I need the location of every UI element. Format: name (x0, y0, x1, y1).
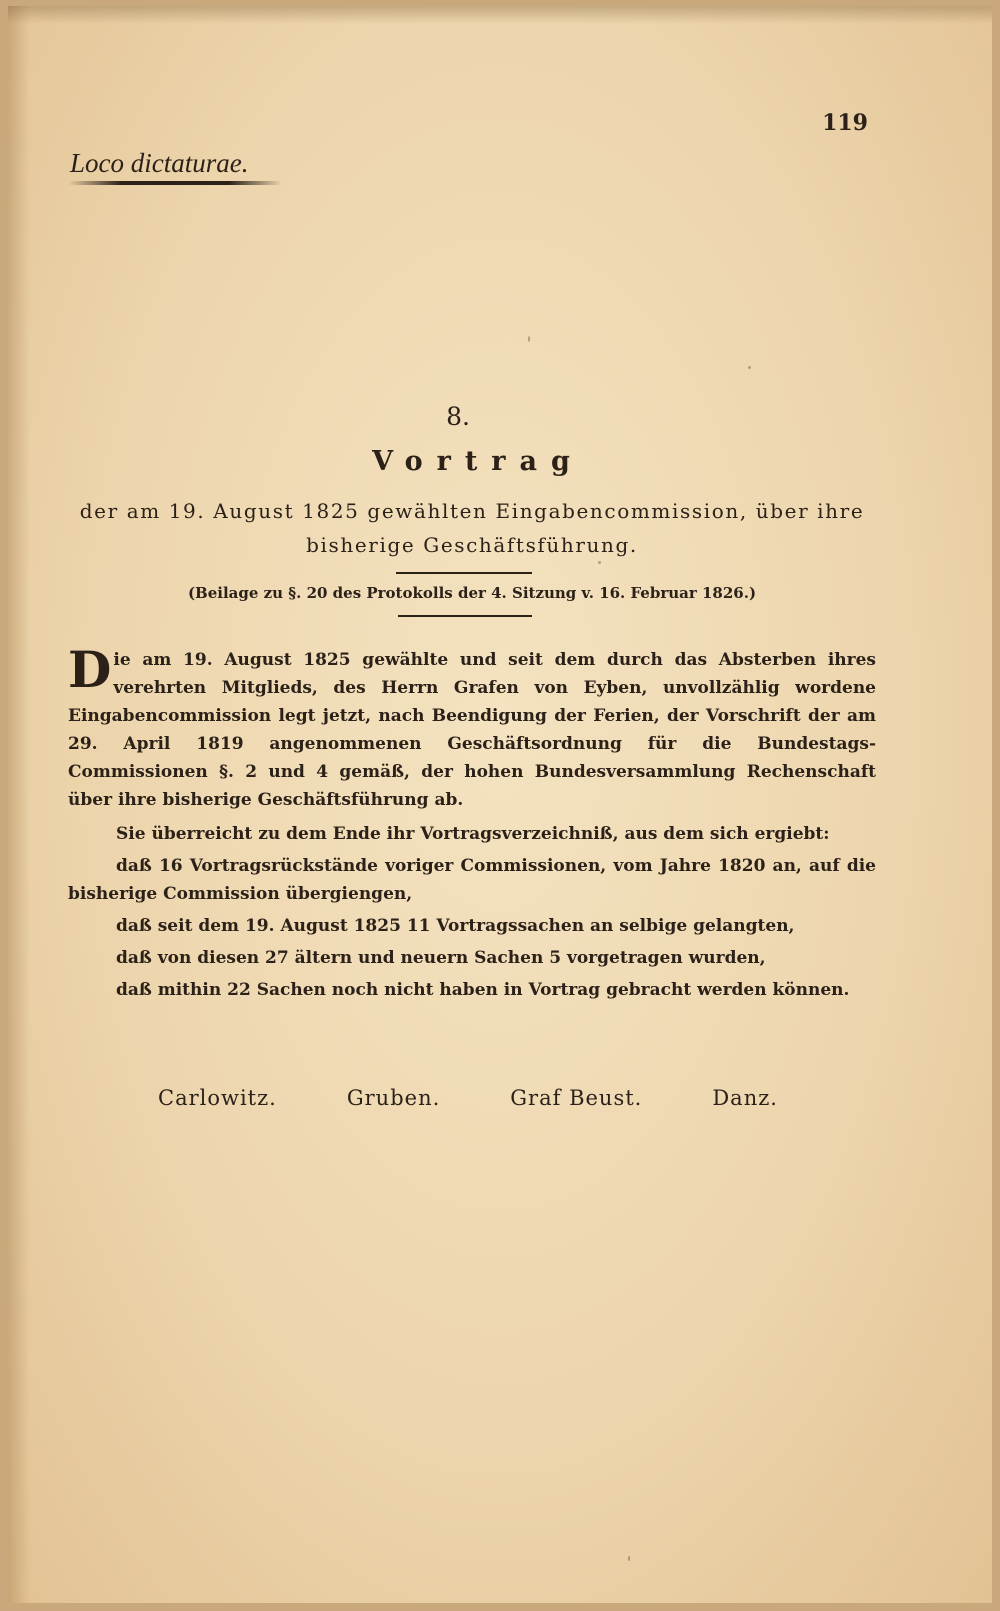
divider-rule (396, 572, 532, 574)
signature-carlowitz: Carlowitz. (158, 1086, 277, 1110)
signature-beust: Graf Beust. (510, 1086, 643, 1110)
list-item: daß von diesen 27 ältern und neuern Sachen 5 vorgetragen wurden, (116, 948, 766, 968)
paragraph-1: ie am 19. August 1825 gewählte und seit dem durch das Absterben ihres verehrten Mitglieds, des Herrn Grafen von Eyben, unvollzählig wordene Eingabencommission legt jetzt, nach Beendigung der Ferien, der Vorschrift der am 29. April 1819 angenommenen Geschäftsordnung für die Bundestags-Commissionen §. 2 und 4 gemäß, der hohen Bundesversammlung Rechenschaft über ihre bisherige Geschäftsführung ab. (68, 650, 876, 810)
list-item: daß 16 Vortragsrückstände voriger Commissionen, vom Jahre 1820 an, auf die bisherige Commission übergiengen, (68, 856, 876, 904)
paper-speck (748, 366, 751, 369)
signature-gruben: Gruben. (346, 1086, 441, 1110)
signature-danz: Danz. (712, 1086, 778, 1110)
body-text (68, 640, 876, 1004)
paragraph-2: Sie überreicht zu dem Ende ihr Vortragsverzeichniß, aus dem sich ergiebt: (116, 824, 830, 844)
document-subtitle: der am 19. August 1825 gewählten Eingabencommission, über ihre bisherige Geschäftsführung. (79, 499, 865, 557)
page-number: 119 (822, 110, 868, 136)
drop-cap: D (68, 640, 112, 699)
paper-speck (528, 336, 530, 342)
document-title: Vortrag (372, 446, 584, 477)
document-page (8, 6, 992, 1603)
list-item: daß mithin 22 Sachen noch nicht haben in Vortrag gebracht werden können. (116, 980, 850, 1000)
paper-speck (628, 1556, 630, 1561)
item-list (68, 852, 876, 1004)
header-note: Loco dictaturae. (70, 148, 249, 178)
section-number: 8. (446, 402, 470, 431)
paragraph-opening (68, 640, 876, 814)
divider-rule (398, 615, 532, 617)
signature-row (158, 1086, 778, 1110)
header-underline (68, 181, 282, 185)
citation: (Beilage zu §. 20 des Protokolls der 4. Sitzung v. 16. Februar 1826.) (187, 584, 757, 602)
list-item: daß seit dem 19. August 1825 11 Vortragssachen an selbige gelangten, (116, 916, 795, 936)
